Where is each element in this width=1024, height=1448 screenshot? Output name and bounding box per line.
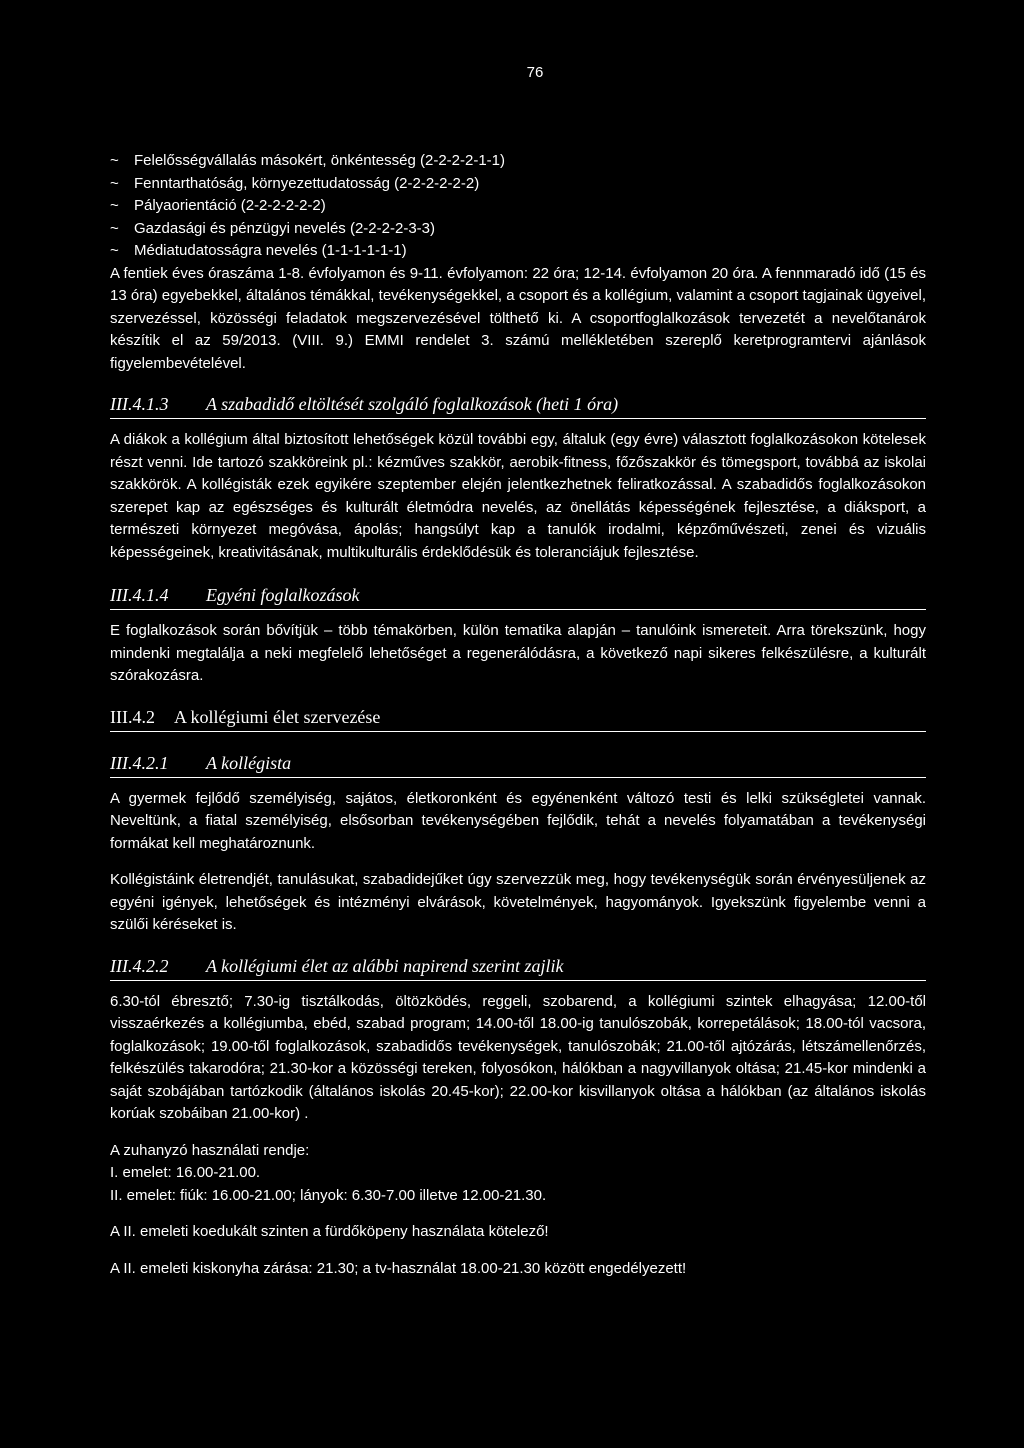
- tilde-bullet-icon: ~: [110, 174, 119, 192]
- leisure-paragraph: A diákok a kollégium által biztosított lehetőségek közül további egy, általuk (egy évre) választott foglalkozásokon kötelesek részt venni. Ide tartozó szakköreink pl.: kézműves szakkör, aerobik-fitness, főzőszakkör és tömegsport, továbbá az iskolai szakkörök. A kollégisták ezek egyikére szeptember elején jelentkezhetnek feliratkozással. A szabadidős foglalkozásokon szerepet kap az egészséges és kulturált életmódra nevelés, az önellátás képességének fejlesztése, a diáksport, a természeti környezet megóvása, ápolás; hangsúlyt kap a tanulók irodalmi, képzőművészeti, zenei és vizuális képességeinek, kreativitásának, multikulturális érdeklődésük és toleranciájuk fejlesztése.: [110, 431, 926, 561]
- section-title: Egyéni foglalkozások: [206, 585, 360, 605]
- tilde-bullet-icon: ~: [110, 197, 119, 214]
- shower-rules-floor-2: II. emelet: fiúk: 16.00-21.00; lányok: 6.30-7.00 illetve 12.00-21.30.: [110, 1186, 547, 1204]
- list-item: [110, 240, 926, 263]
- section-number: III.4.2.1: [110, 752, 169, 773]
- section-title: A kollégista: [206, 752, 292, 773]
- list-item-text: Fenntarthatóság, környezettudatosság (2-2-2-2-2-2): [134, 174, 480, 192]
- section-title: A kollégiumi élet az alábbi napirend szerint zajlik: [206, 955, 564, 976]
- list-item: [110, 218, 926, 241]
- tilde-bullet-icon: ~: [110, 242, 119, 259]
- section-number: III.4.2: [110, 706, 155, 727]
- student-paragraph-2: Kollégistáink életrendjét, tanulásukat, szabadidejűket úgy szervezzük meg, hogy tevékenységük során érvényesüljenek az egyéni igények, lehetőségek és intézményi elvárások, követelmények, hagyományok. Igyekszünk figyelembe venni a szülői kéréseket is.: [110, 871, 926, 933]
- page-number: 76: [526, 64, 544, 81]
- individual-paragraph: E foglalkozások során bővítjük – több témakörben, külön tematika alapján – tanulóink ismereteit. Arra törekszünk, hogy mindenki megtalálja a neki megfelelő lehetőséget a regenerálódásra, a következő napi sikeres felkészülésre, a kulturált szórakozásra.: [110, 622, 926, 684]
- list-item-text: Pályaorientáció (2-2-2-2-2-2): [134, 197, 326, 214]
- section-heading-schedule: [110, 955, 926, 981]
- section-number: III.4.1.3: [110, 394, 169, 414]
- schedule-paragraph: 6.30-tól ébresztő; 7.30-ig tisztálkodás, öltözködés, reggeli, szobarend, a kollégiumi szintek elhagyása; 12.00-től visszaérkezés a kollégiumba, ebéd, szabad program; 14.00-től 18.00-ig tanulószobák, korrepetálások; 18.00-tól vacsora, foglalkozások; 19.00-től foglalkozások, szabadidős tevékenységek, tanulószobák; 21.00-től ajtózárás, létszámellenőrzés, felkészülés takarodóra; 21.30-kor a közösségi tereken, folyosókon, hálókban a nagyvillanyok oltása; 21.45-kor mindenki a saját szobájában tartózkodik (általános iskolás 20.45-kor); 22.00-kor kisvillanyok oltása a hálókban (az általános iskolás korúak szobáiban 21.00-kor) .: [110, 992, 926, 1122]
- tilde-bullet-icon: ~: [110, 152, 119, 169]
- tilde-bullet-icon: ~: [110, 219, 119, 237]
- section-number: III.4.2.2: [110, 955, 169, 976]
- document-body: [110, 150, 926, 1280]
- section-heading-leisure: [110, 393, 926, 419]
- section-heading-organization: [110, 706, 926, 732]
- section-heading-student: [110, 752, 926, 778]
- bathrobe-note: A II. emeleti koedukált szinten a fürdőköpeny használata kötelező!: [110, 1223, 549, 1240]
- list-item: [110, 195, 926, 218]
- list-item-text: Felelősségvállalás másokért, önkéntesség (2-2-2-2-1-1): [134, 152, 506, 169]
- section-title: A kollégiumi élet szervezése: [174, 706, 381, 727]
- shower-rules-title: A zuhanyzó használati rendje:: [110, 1141, 310, 1159]
- bullet-list: [110, 150, 926, 263]
- section-heading-individual: [110, 584, 926, 610]
- intro-paragraph: A fentiek éves óraszáma 1-8. évfolyamon és 9-11. évfolyamon: 22 óra; 12-14. évfolyamon 20 óra. A fennmaradó idő (15 és 13 óra) egyebekkel, általános témákkal, tevékenységekkel, a csoport és a kollégium, valamint a csoport tagjainak ügyeivel, szervezéssel, közösségi feladatok megszervezésével tölthető ki. A csoportfoglalkozások tervezetét a nevelőtanárok készítik el az 59/2013. (VIII. 9.) EMMI rendelet 3. számú mellékletében szereplő keretprogramtervi ajánlások figyelembevételével.: [110, 264, 926, 372]
- section-title: A szabadidő eltöltését szolgáló foglalkozások (heti 1 óra): [206, 394, 619, 414]
- list-item: [110, 173, 926, 196]
- shower-rules: [110, 1140, 926, 1208]
- kitchen-note: A II. emeleti kiskonyha zárása: 21.30; a tv-használat 18.00-21.30 között engedélyezett!: [110, 1259, 687, 1277]
- section-number: III.4.1.4: [110, 585, 169, 605]
- list-item: [110, 150, 926, 173]
- list-item-text: Médiatudatosságra nevelés (1-1-1-1-1-1): [134, 242, 407, 259]
- shower-rules-floor-1: I. emelet: 16.00-21.00.: [110, 1164, 261, 1181]
- list-item-text: Gazdasági és pénzügyi nevelés (2-2-2-2-3-3): [134, 219, 435, 237]
- student-paragraph-1: A gyermek fejlődő személyiség, sajátos, életkoronként és egyénenként változó testi és lelki szükségletei vannak. Neveltünk, a fiatal személyiség, elsősorban tevékenységében fejlődik, tehát a nevelés folyamatában a tevékenységi formákat kell meghatároznunk.: [110, 789, 926, 852]
